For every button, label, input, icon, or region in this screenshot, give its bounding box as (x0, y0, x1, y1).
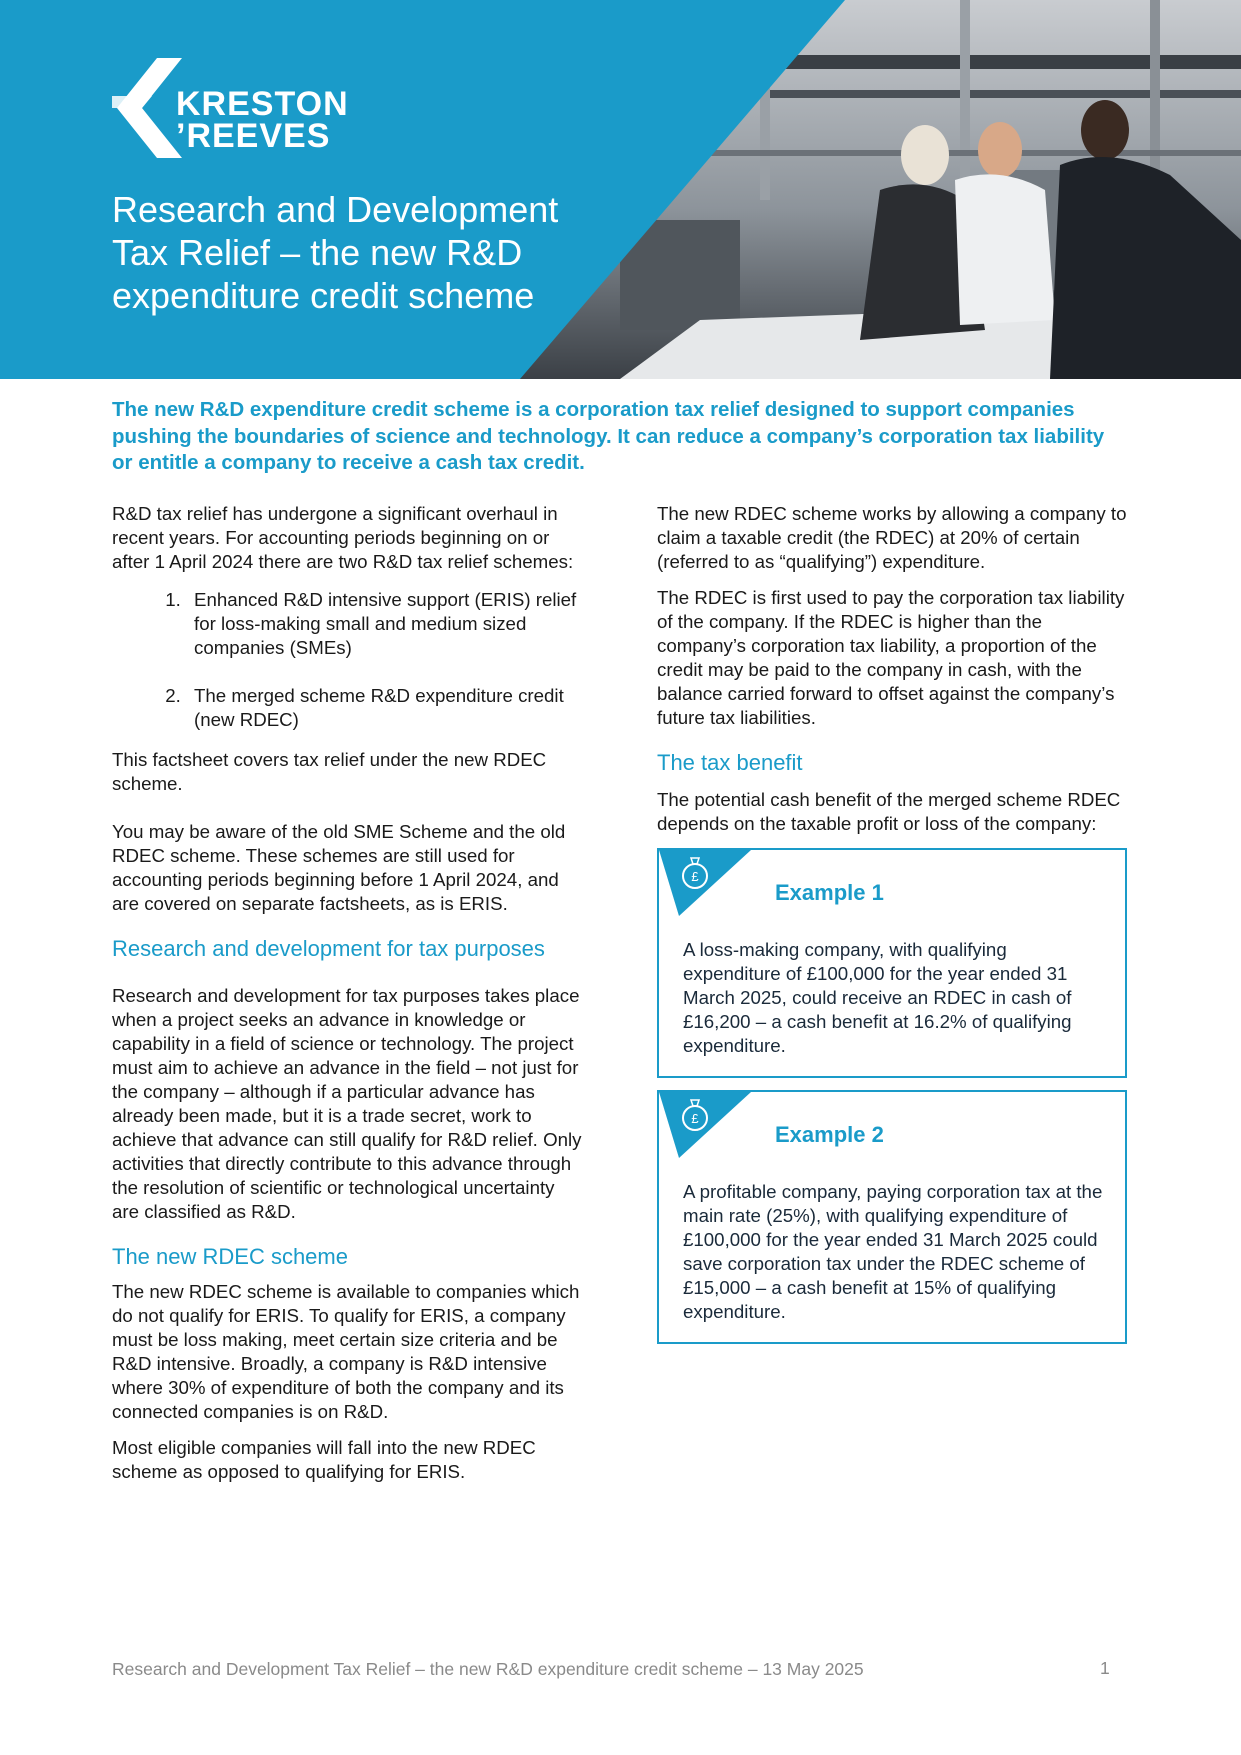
example-title: Example 1 (775, 880, 884, 905)
list-item: 1. Enhanced R&D intensive support (ERIS) relief for loss-making small and medium sized companies (SMEs) (186, 588, 582, 660)
money-bag-icon (659, 1092, 751, 1158)
svg-text:£: £ (691, 869, 699, 884)
paragraph: The new RDEC scheme works by allowing a company to claim a taxable credit (the RDEC) at 20% of certain (referred to as “qualifying”) expenditure. (657, 503, 1127, 572)
paragraph: The RDEC is first used to pay the corporation tax liability of the company. If the RDEC is higher than the company’s corporation tax liability, a proportion of the credit may be paid to the company in cash, with the balance carried forward to offset against the company’s future tax liabilities. (657, 587, 1125, 728)
paragraph: Research and development for tax purposes takes place when a project seeks an advance in knowledge or capability in a field of science or technology. The project must aim to achieve an advance in the field – not just for the company – although if a particular advance has already been made, but it is a trade secret, work to achieve that advance can still qualify for R&D relief. Only activities that directly contribute to this advance through the resolution of scientific or technological uncertainty are classified as R&D. (112, 985, 582, 1222)
example-box (657, 848, 1127, 1078)
section-heading-rdec: The new RDEC scheme (112, 1244, 348, 1269)
right-column (657, 502, 1129, 1344)
paragraph: R&D tax relief has undergone a significant overhaul in recent years. For accounting periods beginning on or after 1 April 2024 there are two R&D tax relief schemes: (112, 503, 574, 572)
logo-wordmark (176, 85, 349, 155)
example-title: Example 2 (775, 1122, 884, 1147)
kreston-reeves-logo (112, 58, 372, 158)
list-item: 2. The merged scheme R&D expenditure credit (new RDEC) (186, 684, 582, 732)
page-number: 1 (1100, 1658, 1110, 1678)
paragraph: The potential cash benefit of the merged scheme RDEC depends on the taxable profit or loss of the company: (657, 789, 1121, 834)
paragraph: This factsheet covers tax relief under the new RDEC scheme. (112, 749, 547, 794)
section-heading-research: Research and development for tax purposes (112, 936, 545, 961)
schemes-list (112, 588, 582, 732)
left-column (112, 502, 582, 1496)
paragraph: The new RDEC scheme is available to companies which do not qualify for ERIS. To qualify for ERIS, a company must be loss making, meet certain size criteria and be R&D intensive. Broadly, a company is R&D intensive where 30% of expenditure of both the company and its connected companies is on R&D. (112, 1281, 580, 1422)
header-banner (0, 0, 1241, 379)
paragraph: Most eligible companies will fall into the new RDEC scheme as opposed to qualifying for ERIS. (112, 1437, 536, 1482)
logo-line1: KRESTON (176, 85, 349, 123)
example-box (657, 1090, 1127, 1344)
paragraph: You may be aware of the old SME Scheme and the old RDEC scheme. These schemes are still used for accounting periods beginning before 1 April 2024, and are covered on separate factsheets, as is ERIS. (112, 821, 566, 914)
logo-chevron-icon (112, 58, 182, 158)
svg-text:£: £ (691, 1111, 699, 1126)
money-bag-icon (659, 850, 751, 916)
section-heading-benefit: The tax benefit (657, 750, 803, 775)
logo-line2: ’REEVES (176, 117, 331, 155)
example-text: A loss-making company, with qualifying expenditure of £100,000 for the year ended 31 March 2025, could receive an RDEC in cash of £16,200 – a cash benefit at 16.2% of qualifying expenditure. (683, 939, 1072, 1056)
page-title: Research and Development Tax Relief – the new R&D expenditure credit scheme (112, 189, 559, 316)
example-text: A profitable company, paying corporation tax at the main rate (25%), with qualifying expenditure of £100,000 for the year ended 31 March 2025 could save corporation tax under the RDEC scheme of £15,000 – a cash benefit at 15% of qualifying expenditure. (683, 1181, 1103, 1322)
intro-paragraph: The new R&D expenditure credit scheme is a corporation tax relief designed to support companies pushing the boundaries of science and technology. It can reduce a company’s corporation tax liability or entitle a company to receive a cash tax credit. (112, 398, 1105, 474)
footer-text: Research and Development Tax Relief – the new R&D expenditure credit scheme – 13 May 2025 (112, 1659, 864, 1679)
